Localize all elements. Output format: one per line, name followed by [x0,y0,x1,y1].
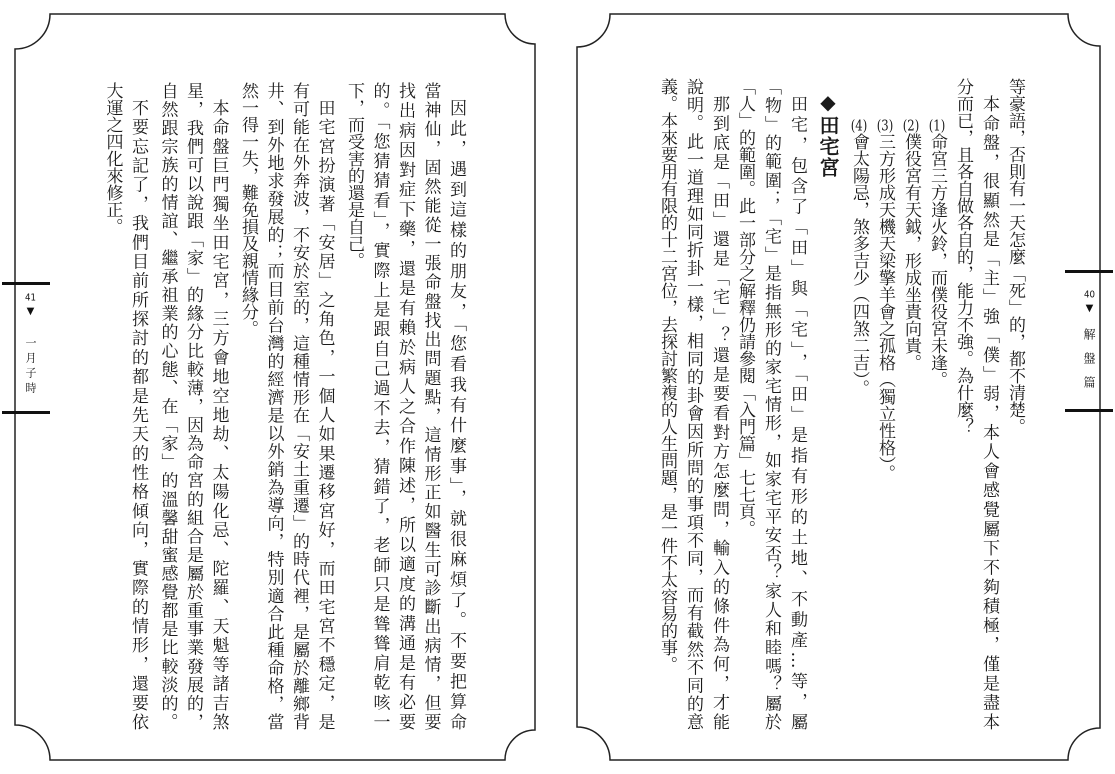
list-marker: (4) [850,118,868,133]
text-column: 因此，遇到這樣的朋友，「您看我有什麼事」，就很麻煩了。不要把算命 [446,99,466,730]
right-chapter-title: 解盤篇 [1082,328,1096,400]
left-chapter-title: 一月子時 [24,337,37,397]
text-column: 當神仙，固然能從一張命盤找出問題點，這情形正如醫生可診斷出病情，但要 [420,82,441,730]
list-item-text: 命宮三方逢火鈴，而僕役宮未逢。 [927,133,947,388]
text-column: 下，而受害的還是自己。 [344,82,364,269]
section-heading-text: 田宅宮 [816,115,840,178]
list-marker: (2) [902,118,920,133]
diamond-icon: ◆ [816,90,840,115]
left-tab-bar-top [2,282,50,285]
triangle-down-icon: ▼ [25,306,36,317]
list-item-1 [924,78,950,730]
text-column: 找出病因對症下藥，還是有賴於病人之合作陳述，所以適度的溝通是有必要 [395,82,415,730]
text-column: 自然跟宗族的情誼、繼承祖業的心態、在「家」的溫馨甜蜜感覺都是比較淡的。 [157,82,178,730]
text-column: 然一得一失，難免損及親情緣分。 [238,82,258,337]
text-column: 大運之四化來修正。 [102,82,123,235]
list-marker: (1) [928,118,946,133]
text-column: 不要忘記了，我們目前所探討的都是先天的性格傾向，實際的情形，還要依 [128,99,148,730]
triangle-down-icon: ▼ [1084,303,1095,314]
text-column: 「人」的範圍。此一部分之解釋仍請參閱「入門篇」七七頁。 [735,78,755,537]
left-page-text [99,82,468,730]
text-column: 本命盤，很顯然是「主」強「僕」弱，本人會感覺屬下不夠積極，僅是盡本 [979,95,999,730]
right-tab-bar-bottom [1065,409,1113,412]
text-column: 井、到外地求發展的；而目前台灣的經濟是以外銷為導向，特別適合此種命格，當 [263,82,284,730]
left-tab-bar-bottom [2,411,50,414]
list-item-text: 僕役宮有天鉞，形成坐貴向貴。 [901,133,921,371]
text-column: 星，我們可以說跟「家」的緣分比較薄，因為命宮的組合是屬於重事業發展的， [183,82,203,730]
list-item-2 [898,78,924,730]
right-page-number: 40 [1084,290,1095,300]
text-column: 等豪語，否則有一天怎麼「死」的，都不清楚。 [1005,78,1025,435]
text-column: 田宅，包含了「田」與「宅」，「田」是指有形的土地、不動產…等，屬 [787,95,807,730]
text-column: 「物」的範圍；「宅」是指無形的家宅情形，如家宅平安否？家人和睦嗎？屬於 [761,78,781,730]
text-column: 有可能在外奔波，不安於室的，這種情形在「安土重遷」的時代裡，是屬於離鄉背 [289,82,309,730]
right-page-tab [1078,290,1100,400]
left-page-number: 41 [25,293,36,303]
list-item-4 [846,78,872,730]
text-column: 說明。此一道理如同折卦一樣，相同的卦會因所問的事項不同，而有截然不同的意 [683,78,703,730]
text-column: 那到底是「田」還是「宅」？還是要看對方怎麼問，輸入的條件為何，才能 [709,95,729,730]
right-page-text [654,78,1028,730]
text-column: 分而已，且各自做各自的，能力不強。為什麼？ [953,78,973,435]
list-marker: (3) [876,118,894,133]
left-page-tab [19,293,41,397]
text-column: 田宅宮扮演著「安居」之角色，一個人如果遷移宮好，而田宅宮不穩定，是 [314,99,335,730]
text-column: 本命盤巨門獨坐田宅宮，三方會地空地劫、太陽化忌、陀羅、天魁等諸吉煞 [208,99,229,730]
section-heading [810,78,846,730]
text-column: 義。本來要用有限的十二宮位，去探討繁複的人生問題，是一件不太容易的事。 [657,78,677,673]
list-item-3 [872,78,898,730]
list-item-text: 會太陽忌，煞多吉少（四煞二吉）。 [849,133,869,397]
list-item-text: 三方形成天機天梁擎羊會之孤格（獨立性格）。 [875,133,895,482]
text-column: 的。「您猜猜看」，實際上是跟自己過不去，猜錯了，老師只是聳聳肩乾咳一 [369,82,390,730]
right-tab-bar-top [1065,270,1113,273]
